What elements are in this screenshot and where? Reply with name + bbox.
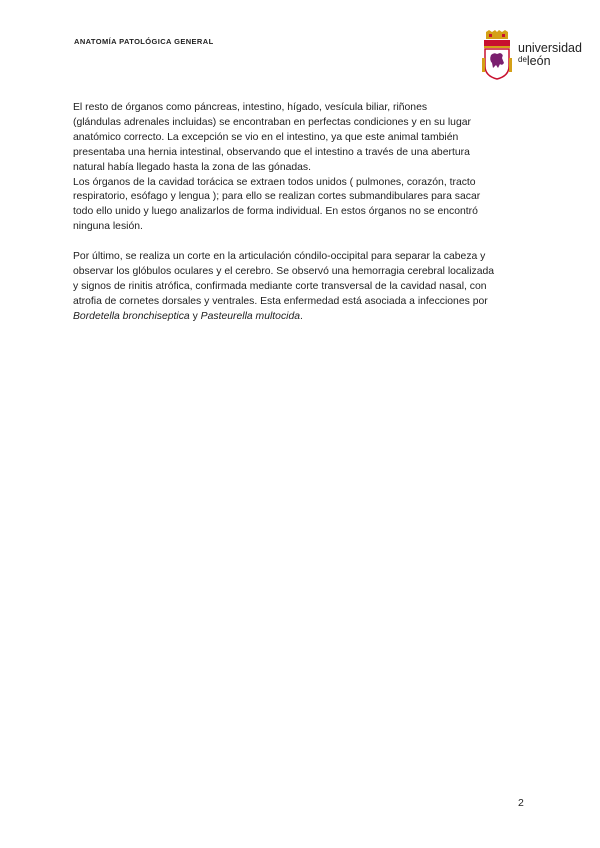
- university-crest-icon: [480, 30, 514, 80]
- page-number: 2: [518, 797, 524, 809]
- text-line: atrofia de cornetes dorsales y ventrales. Esta enfermedad está asociada a infecciones por: [73, 295, 488, 307]
- sentence-end: .: [300, 310, 303, 322]
- university-name-leon: león: [526, 54, 551, 68]
- university-name-line2: [518, 54, 582, 67]
- text-line: presentaba una hernia intestinal, observando que el intestino a través de una abertura: [73, 146, 470, 158]
- text-line: anatómico correcto. La excepción se vio en el intestino, ya que este animal también: [73, 131, 459, 143]
- text-line: natural había llegado hasta la zona de las gónadas.: [73, 161, 312, 173]
- paragraph-spacer: [73, 235, 533, 250]
- text-line: (glándulas adrenales incluidas) se encontraban en perfectas condiciones y en su lugar: [73, 116, 471, 128]
- species-pasteurella: Pasteurella multocida: [200, 310, 301, 322]
- document-body: [73, 101, 533, 325]
- university-name-de: de: [518, 55, 527, 64]
- university-name: [518, 42, 582, 67]
- text-line: y signos de rinitis atrófica, confirmada mediante corte transversal de la cavidad nasal, con: [73, 280, 487, 292]
- text-line: Los órganos de la cavidad torácica se extraen todos unidos ( pulmones, corazón, tracto: [73, 176, 476, 188]
- university-name-line1: universidad: [518, 41, 582, 55]
- text-line-species: [73, 310, 533, 325]
- paragraph-organs-thorax: [73, 176, 533, 236]
- text-line: respiratorio, esófago y lengua ); para ello se realizan cortes submandibulares para sacar: [73, 191, 481, 203]
- text-line: Por último, se realiza un corte en la articulación cóndilo-occipital para separar la cabeza y: [73, 251, 486, 263]
- text-line: El resto de órganos como páncreas, intestino, hígado, vesícula biliar, riñones: [73, 102, 428, 113]
- university-logo: [480, 30, 590, 80]
- paragraph-organs-abdomen: [73, 101, 533, 176]
- text-line: observar los glóbulos oculares y el cerebro. Se observó una hemorragia cerebral localizada: [73, 266, 495, 278]
- document-header-title: ANATOMÍA PATOLÓGICA GENERAL: [74, 37, 214, 46]
- species-bordetella: Bordetella bronchiseptica: [73, 310, 190, 322]
- species-connector: y: [189, 310, 201, 322]
- text-line: todo ello unido y luego analizarlos de forma individual. En estos órganos no se encontró: [73, 206, 478, 218]
- text-line: ninguna lesión.: [73, 221, 143, 233]
- paragraph-head-exam: [73, 250, 533, 325]
